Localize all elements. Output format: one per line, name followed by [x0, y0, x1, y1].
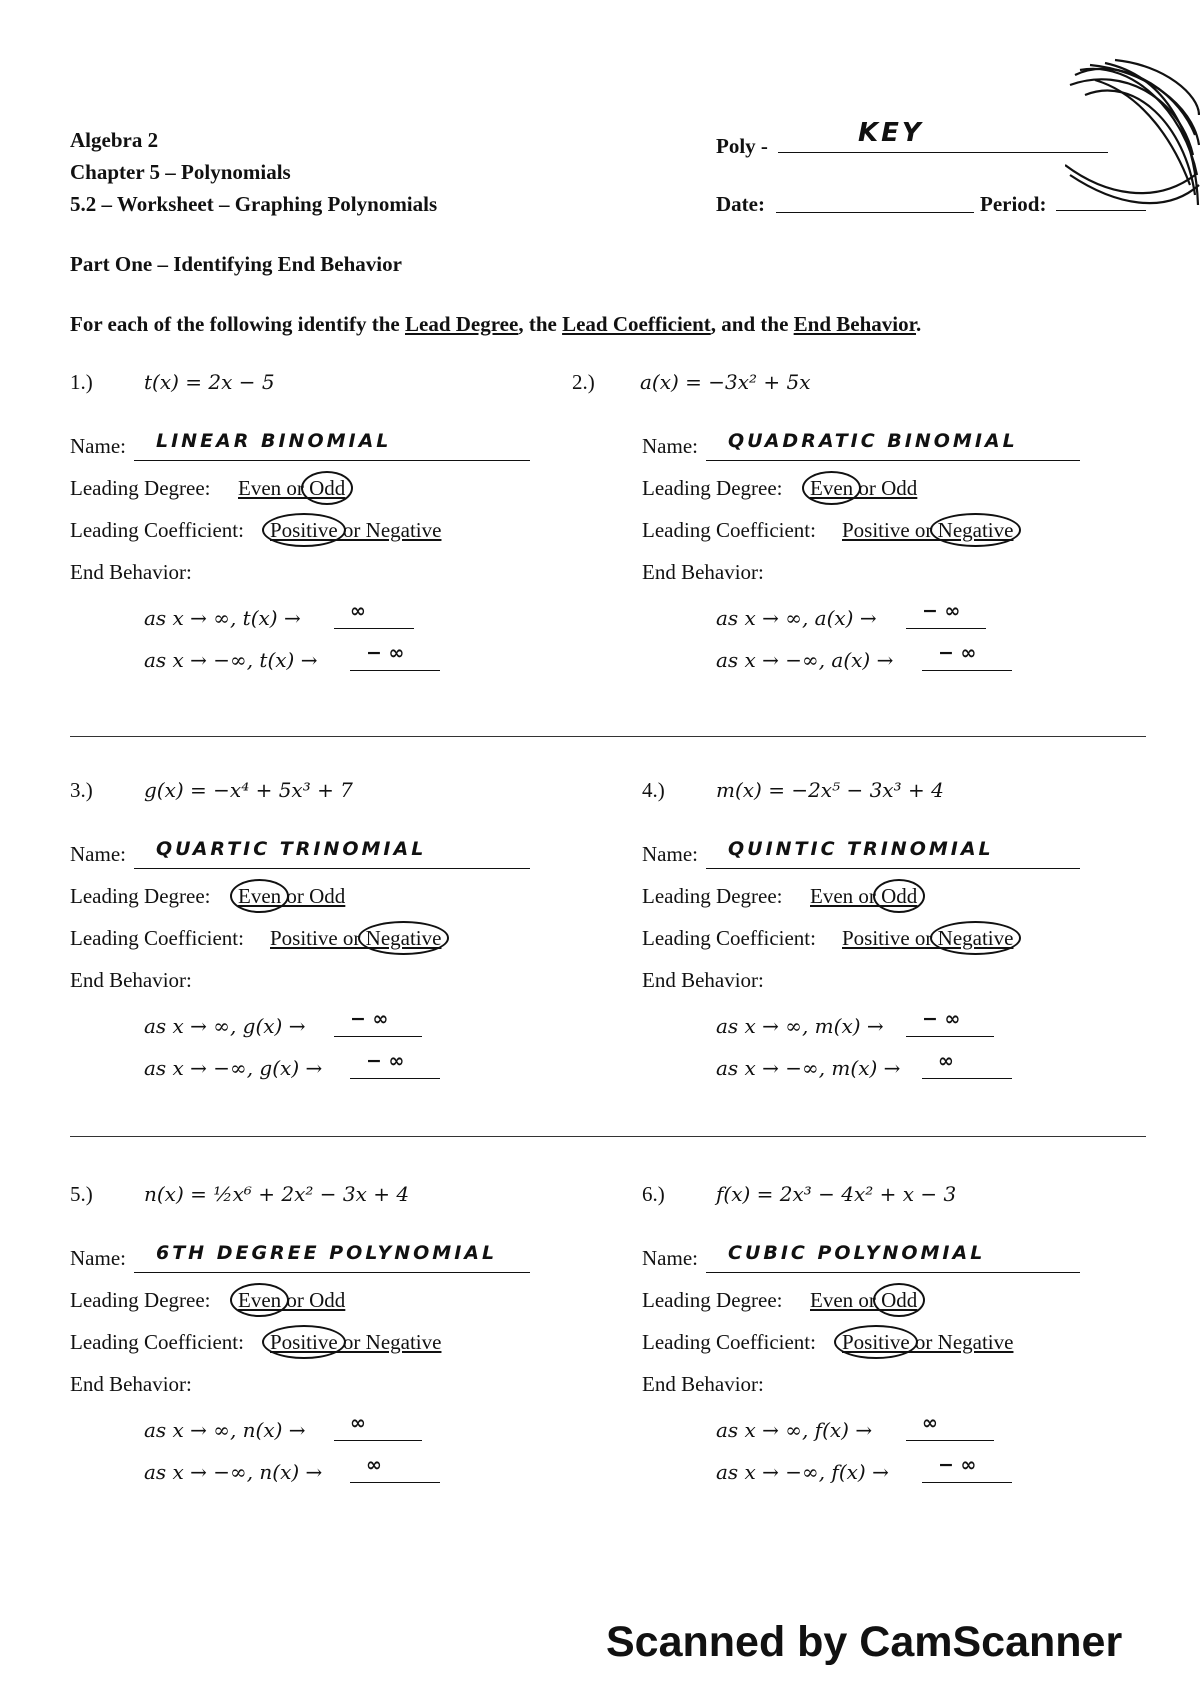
- answer-line: [906, 1036, 994, 1037]
- leading-degree-label: Leading Degree:: [642, 476, 783, 500]
- instr-end: .: [916, 312, 922, 336]
- problem-function: a(x) = −3x² + 5x: [640, 370, 811, 394]
- instr-end-behavior: End Behavior: [793, 312, 917, 336]
- leading-degree-label: Leading Degree:: [70, 1288, 211, 1312]
- end-behavior-answer-neg: ∞: [366, 1454, 382, 1476]
- answer-line: [334, 1036, 422, 1037]
- name-answer: QUINTIC TRINOMIAL: [728, 838, 994, 860]
- end-behavior-pos-inf: as x → ∞, t(x) →: [144, 606, 301, 630]
- instr-lead: For each of the following identify the: [70, 312, 400, 336]
- chapter-title: Chapter 5 – Polynomials: [70, 160, 291, 184]
- leading-coefficient-options: Positive or Negative: [842, 926, 1014, 950]
- leading-degree-options: Even or Odd: [810, 884, 918, 908]
- end-behavior-neg-inf: as x → −∞, a(x) →: [716, 648, 894, 672]
- leading-degree-label: Leading Degree:: [70, 476, 211, 500]
- name-label: Name:: [642, 434, 698, 458]
- instr-lead-coefficient: Lead Coefficient: [562, 312, 711, 336]
- problem-function: f(x) = 2x³ − 4x² + x − 3: [716, 1182, 957, 1206]
- end-behavior-pos-inf: as x → ∞, n(x) →: [144, 1418, 306, 1442]
- name-label: Name:: [70, 1246, 126, 1270]
- name-answer: QUARTIC TRINOMIAL: [156, 838, 427, 860]
- end-behavior-answer-neg: − ∞: [938, 1454, 977, 1476]
- end-behavior-neg-inf: as x → −∞, n(x) →: [144, 1460, 323, 1484]
- problem-function: n(x) = ½x⁶ + 2x² − 3x + 4: [144, 1182, 410, 1206]
- end-behavior-answer-pos: − ∞: [350, 1008, 389, 1030]
- name-answer: CUBIC POLYNOMIAL: [728, 1242, 986, 1264]
- answer-line: [350, 1482, 440, 1483]
- answer-line: [922, 1078, 1012, 1079]
- problem-function: t(x) = 2x − 5: [144, 370, 275, 394]
- problem-function: g(x) = −x⁴ + 5x³ + 7: [144, 778, 353, 802]
- name-label: Name:: [642, 842, 698, 866]
- end-behavior-pos-inf: as x → ∞, a(x) →: [716, 606, 877, 630]
- section-divider: [70, 1136, 1146, 1137]
- end-behavior-answer-pos: − ∞: [922, 1008, 961, 1030]
- name-line: [706, 1272, 1080, 1273]
- answer-line: [334, 1440, 422, 1441]
- problem-number: 2.): [572, 370, 595, 394]
- poly-key-value: KEY: [858, 118, 924, 148]
- poly-label: Poly -: [716, 134, 768, 158]
- leading-degree-options: Even or Odd: [238, 1288, 346, 1312]
- answer-line: [350, 670, 440, 671]
- problem-function: m(x) = −2x⁵ − 3x³ + 4: [716, 778, 944, 802]
- end-behavior-answer-neg: − ∞: [938, 642, 977, 664]
- end-behavior-answer-neg: − ∞: [366, 642, 405, 664]
- name-line: [134, 460, 530, 461]
- end-behavior-pos-inf: as x → ∞, f(x) →: [716, 1418, 873, 1442]
- leading-coefficient-options: Positive or Negative: [270, 518, 442, 542]
- course-title: Algebra 2: [70, 128, 159, 152]
- leading-degree-options: Even or Odd: [238, 884, 346, 908]
- leading-degree-options: Even or Odd: [238, 476, 346, 500]
- name-line: [706, 868, 1080, 869]
- problem-number: 6.): [642, 1182, 665, 1206]
- leading-coefficient-label: Leading Coefficient:: [642, 926, 816, 950]
- end-behavior-label: End Behavior:: [70, 968, 192, 992]
- leading-coefficient-label: Leading Coefficient:: [642, 1330, 816, 1354]
- name-line: [134, 1272, 530, 1273]
- poly-line: [778, 152, 1108, 153]
- end-behavior-answer-neg: ∞: [938, 1050, 954, 1072]
- name-line: [706, 460, 1080, 461]
- part-title: Part One – Identifying End Behavior: [70, 252, 402, 276]
- leading-degree-label: Leading Degree:: [642, 884, 783, 908]
- instr-mid2: , and the: [710, 312, 789, 336]
- leading-degree-label: Leading Degree:: [642, 1288, 783, 1312]
- date-label: Date:: [716, 192, 765, 216]
- answer-line: [922, 1482, 1012, 1483]
- end-behavior-label: End Behavior:: [70, 560, 192, 584]
- leading-degree-options: Even or Odd: [810, 476, 918, 500]
- end-behavior-neg-inf: as x → −∞, t(x) →: [144, 648, 318, 672]
- end-behavior-answer-pos: ∞: [922, 1412, 938, 1434]
- end-behavior-pos-inf: as x → ∞, m(x) →: [716, 1014, 884, 1038]
- problem-number: 1.): [70, 370, 93, 394]
- period-label: Period:: [980, 192, 1047, 216]
- end-behavior-label: End Behavior:: [642, 560, 764, 584]
- answer-line: [906, 628, 986, 629]
- name-answer: 6TH DEGREE POLYNOMIAL: [156, 1242, 498, 1264]
- end-behavior-answer-neg: − ∞: [366, 1050, 405, 1072]
- end-behavior-neg-inf: as x → −∞, f(x) →: [716, 1460, 889, 1484]
- leading-coefficient-label: Leading Coefficient:: [70, 926, 244, 950]
- name-label: Name:: [70, 842, 126, 866]
- problem-number: 3.): [70, 778, 93, 802]
- end-behavior-answer-pos: − ∞: [922, 600, 961, 622]
- leading-coefficient-options: Positive or Negative: [270, 1330, 442, 1354]
- name-answer: QUADRATIC BINOMIAL: [728, 430, 1018, 452]
- name-answer: LINEAR BINOMIAL: [156, 430, 392, 452]
- name-label: Name:: [70, 434, 126, 458]
- end-behavior-neg-inf: as x → −∞, m(x) →: [716, 1056, 901, 1080]
- scanner-watermark: Scanned by CamScanner: [606, 1618, 1123, 1666]
- name-line: [134, 868, 530, 869]
- answer-line: [906, 1440, 994, 1441]
- problem-number: 5.): [70, 1182, 93, 1206]
- scribble-mark: [1065, 55, 1200, 215]
- leading-degree-options: Even or Odd: [810, 1288, 918, 1312]
- answer-line: [334, 628, 414, 629]
- end-behavior-answer-pos: ∞: [350, 1412, 366, 1434]
- leading-coefficient-options: Positive or Negative: [842, 1330, 1014, 1354]
- instructions: [70, 308, 921, 340]
- leading-degree-label: Leading Degree:: [70, 884, 211, 908]
- problem-number: 4.): [642, 778, 665, 802]
- leading-coefficient-label: Leading Coefficient:: [642, 518, 816, 542]
- worksheet-title: 5.2 – Worksheet – Graphing Polynomials: [70, 192, 438, 216]
- instr-mid1: , the: [518, 312, 557, 336]
- end-behavior-label: End Behavior:: [70, 1372, 192, 1396]
- answer-line: [350, 1078, 440, 1079]
- end-behavior-label: End Behavior:: [642, 1372, 764, 1396]
- section-divider: [70, 736, 1146, 737]
- end-behavior-pos-inf: as x → ∞, g(x) →: [144, 1014, 306, 1038]
- date-line: [776, 212, 974, 213]
- period-line: [1056, 210, 1146, 211]
- leading-coefficient-options: Positive or Negative: [270, 926, 442, 950]
- instr-lead-degree: Lead Degree: [405, 312, 519, 336]
- leading-coefficient-label: Leading Coefficient:: [70, 518, 244, 542]
- leading-coefficient-label: Leading Coefficient:: [70, 1330, 244, 1354]
- name-label: Name:: [642, 1246, 698, 1270]
- end-behavior-label: End Behavior:: [642, 968, 764, 992]
- leading-coefficient-options: Positive or Negative: [842, 518, 1014, 542]
- answer-line: [922, 670, 1012, 671]
- end-behavior-answer-pos: ∞: [350, 600, 366, 622]
- end-behavior-neg-inf: as x → −∞, g(x) →: [144, 1056, 323, 1080]
